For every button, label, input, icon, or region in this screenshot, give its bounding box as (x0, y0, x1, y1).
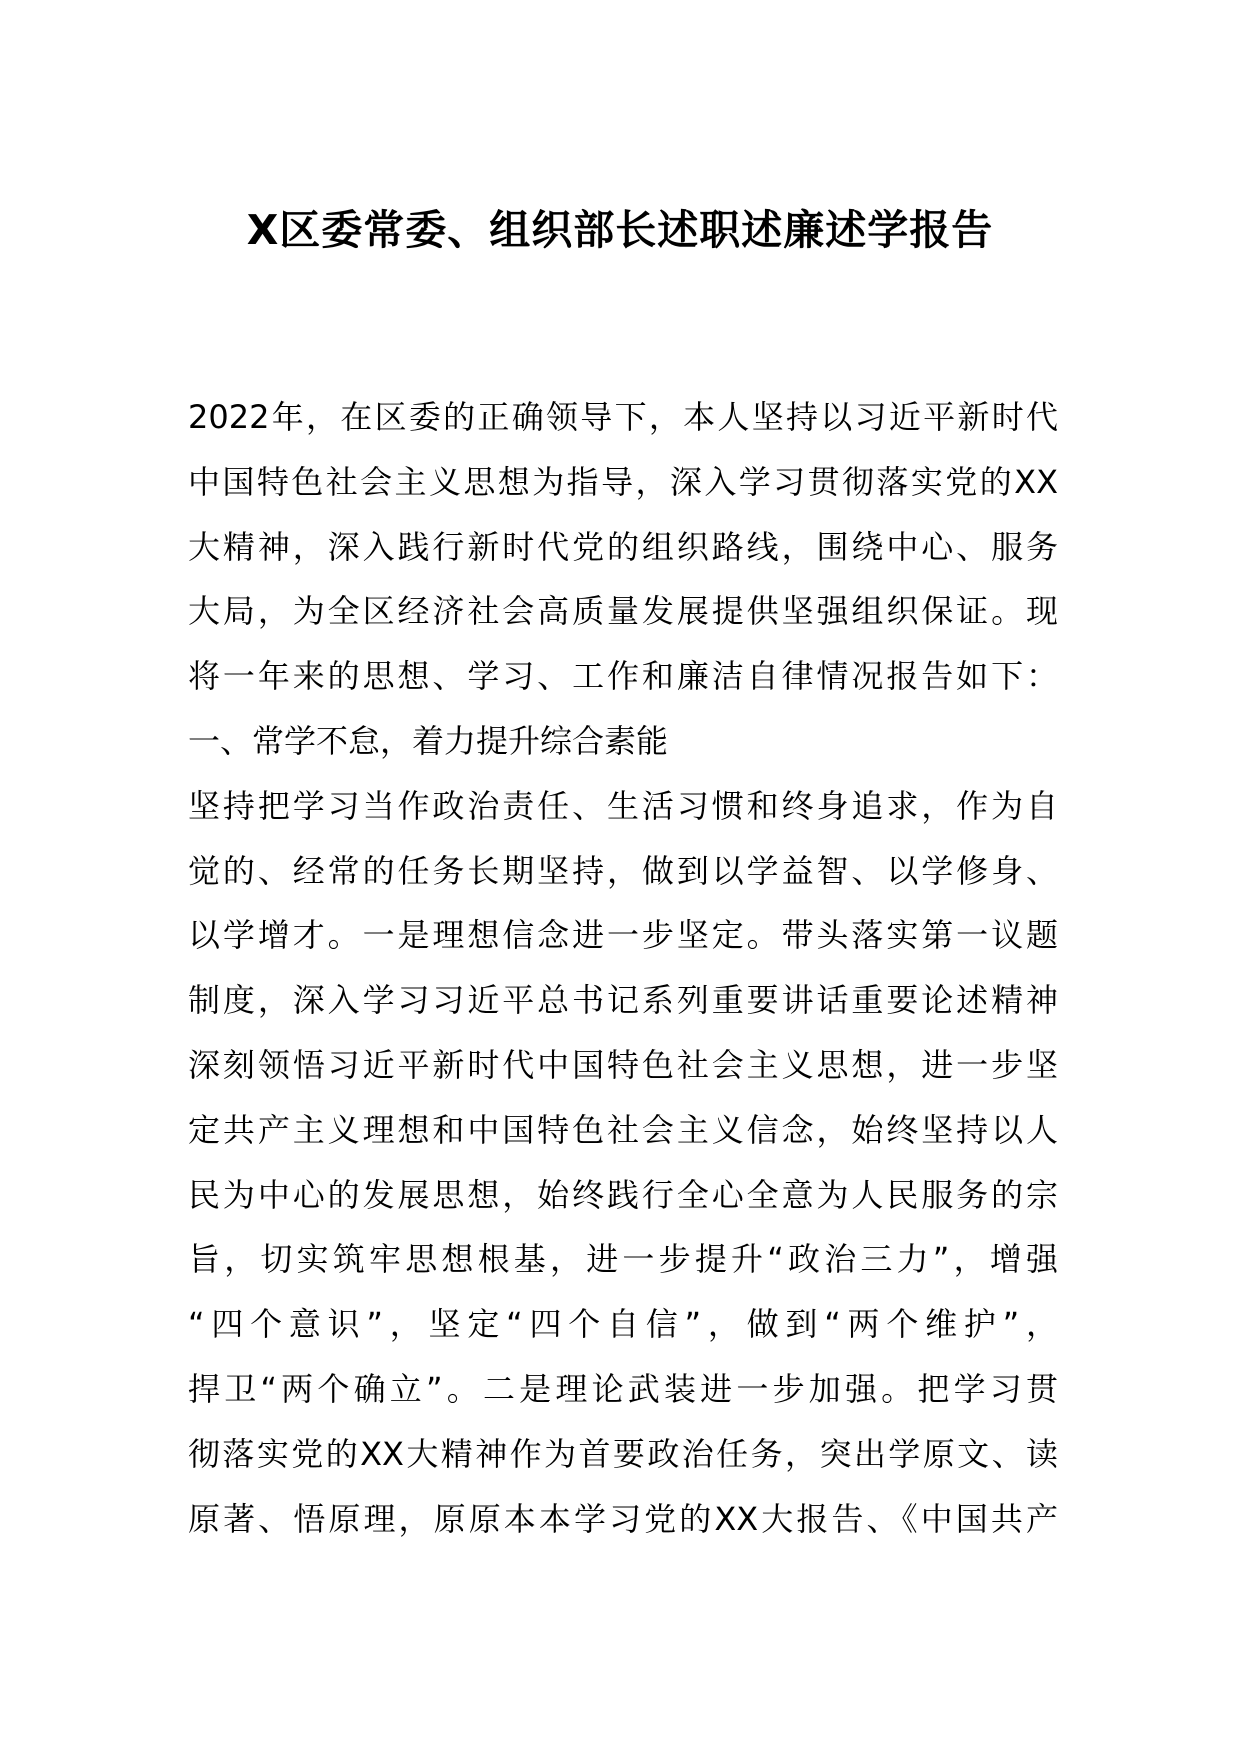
paragraph-line: 捍卫“两个确立”。二是理论武装进一步加强。把学习贯 (188, 1369, 1058, 1408)
section-heading: 一、常学不怠，着力提升综合素能 (188, 721, 669, 760)
paragraph-line: 大局，为全区经济社会高质量发展提供坚强组织保证。现 (188, 592, 1058, 631)
paragraph-line: 深刻领悟习近平新时代中国特色社会主义思想，进一步坚 (188, 1045, 1058, 1084)
paragraph-line: 制度，深入学习习近平总书记系列重要讲话重要论述精神 (188, 981, 1058, 1020)
paragraph-line: 觉的、经常的任务长期坚持，做到以学益智、以学修身、 (188, 851, 1058, 890)
paragraph-line: “四个意识”，坚定“四个自信”，做到“两个维护”， (188, 1305, 1058, 1344)
document-body (188, 393, 1058, 1559)
paragraph-line: 彻落实党的XX大精神作为首要政治任务，突出学原文、读 (188, 1434, 1058, 1473)
paragraph-line: 以学增才。一是理想信念进一步坚定。带头落实第一议题 (188, 916, 1058, 955)
paragraph-line: 2022年，在区委的正确领导下，本人坚持以习近平新时代 (188, 398, 1058, 436)
paragraph-line: 旨，切实筑牢思想根基，进一步提升“政治三力”，增强 (188, 1240, 1058, 1279)
paragraph-line: 原著、悟原理，原原本本学习党的XX大报告、《中国共产 (188, 1499, 1058, 1538)
paragraph-line: 大精神，深入践行新时代党的组织路线，围绕中心、服务 (188, 527, 1058, 566)
paragraph-line: 将一年来的思想、学习、工作和廉洁自律情况报告如下： (188, 657, 1058, 696)
paragraph-line: 民为中心的发展思想，始终践行全心全意为人民服务的宗 (188, 1175, 1058, 1214)
paragraph-line: 坚持把学习当作政治责任、生活习惯和终身追求，作为自 (188, 786, 1058, 825)
paragraph-line: 中国特色社会主义思想为指导，深入学习贯彻落实党的XX (188, 462, 1058, 501)
document-title: X区委常委、组织部长述职述廉述学报告 (246, 206, 994, 254)
paragraph-line: 定共产主义理想和中国特色社会主义信念，始终坚持以人 (188, 1110, 1058, 1149)
